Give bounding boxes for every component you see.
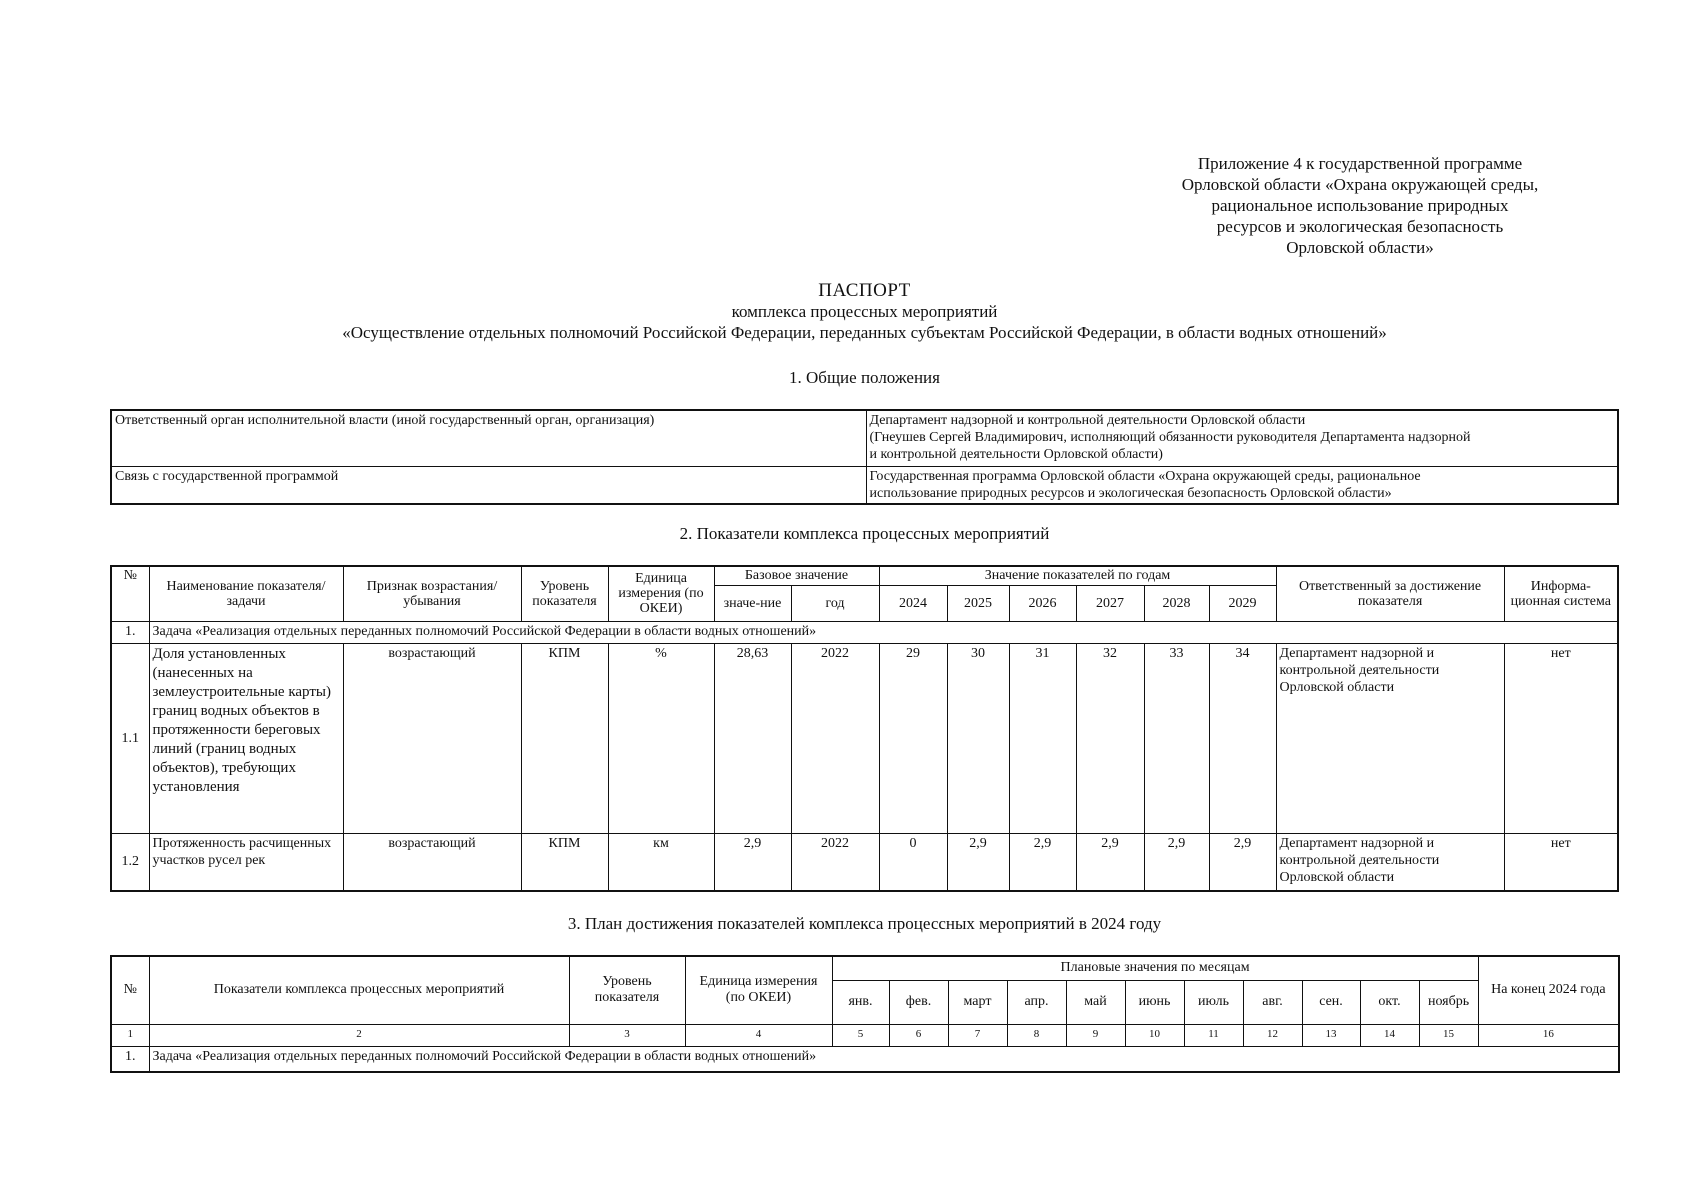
year-value: 2,9 bbox=[947, 833, 1009, 891]
col-num-header: № bbox=[111, 956, 149, 1024]
task-row bbox=[111, 621, 1618, 643]
col-number: 8 bbox=[1007, 1024, 1066, 1046]
appendix-line: Орловской области» bbox=[1286, 238, 1434, 257]
col-number: 1 bbox=[111, 1024, 149, 1046]
col-year-header: 2026 bbox=[1009, 585, 1076, 621]
year-value: 2,9 bbox=[1009, 833, 1076, 891]
col-number: 13 bbox=[1302, 1024, 1360, 1046]
col-number: 4 bbox=[685, 1024, 832, 1046]
col-number: 6 bbox=[889, 1024, 948, 1046]
general-provisions-table bbox=[110, 409, 1619, 505]
title-main: ПАСПОРТ bbox=[818, 280, 911, 301]
indicator-level: КПМ bbox=[521, 643, 608, 833]
table-row bbox=[111, 833, 1618, 891]
header-row bbox=[111, 956, 1619, 980]
col-info-header: Информа-ционная система bbox=[1504, 566, 1618, 621]
value-line: Государственная программа Орловской области «Охрана окружающей среды, рациональное bbox=[869, 468, 1421, 484]
year-value: 33 bbox=[1144, 643, 1209, 833]
col-num-header: № bbox=[111, 566, 149, 621]
col-year-header: 2027 bbox=[1076, 585, 1144, 621]
base-value: 2,9 bbox=[714, 833, 791, 891]
col-month-header: март bbox=[948, 980, 1007, 1024]
col-number: 10 bbox=[1125, 1024, 1184, 1046]
col-month-header: янв. bbox=[832, 980, 889, 1024]
task-row bbox=[111, 1046, 1619, 1072]
plan-table bbox=[110, 955, 1620, 1073]
col-number: 3 bbox=[569, 1024, 685, 1046]
title-program-name: «Осуществление отдельных полномочий Российской Федерации, переданных субъектам Российской Федерации, в области водных отношений» bbox=[342, 323, 1387, 342]
col-month-header: фев. bbox=[889, 980, 948, 1024]
col-year-header: 2025 bbox=[947, 585, 1009, 621]
col-base-value-header: значе-ние bbox=[714, 585, 791, 621]
col-month-header: окт. bbox=[1360, 980, 1419, 1024]
col-month-header: май bbox=[1066, 980, 1125, 1024]
col-number: 9 bbox=[1066, 1024, 1125, 1046]
base-year: 2022 bbox=[791, 643, 879, 833]
year-value: 2,9 bbox=[1209, 833, 1276, 891]
appendix-note bbox=[1150, 153, 1570, 258]
indicator-sign: возрастающий bbox=[343, 643, 521, 833]
title-subtitle: комплекса процессных мероприятий bbox=[731, 302, 998, 321]
col-month-header: сен. bbox=[1302, 980, 1360, 1024]
col-level-header: Уровень показателя bbox=[521, 566, 608, 621]
responsible: Департамент надзорной и контрольной деятельности Орловской области bbox=[1276, 643, 1504, 833]
indicator-name: Протяженность расчищенных участков русел рек bbox=[149, 833, 343, 891]
appendix-line: рациональное использование природных bbox=[1211, 196, 1509, 215]
row-value bbox=[866, 410, 1618, 466]
col-number: 14 bbox=[1360, 1024, 1419, 1046]
year-value: 29 bbox=[879, 643, 947, 833]
value-line: Департамент надзорной и контрольной деятельности Орловской области bbox=[869, 413, 1306, 428]
task-text: Задача «Реализация отдельных переданных полномочий Российской Федерации в области водных отношений» bbox=[149, 1046, 1619, 1072]
col-name-header: Наименование показателя/задачи bbox=[149, 566, 343, 621]
responsible: Департамент надзорной и контрольной деятельности Орловской области bbox=[1276, 833, 1504, 891]
col-sign-header: Признак возрастания/убывания bbox=[343, 566, 521, 621]
info-system: нет bbox=[1504, 833, 1618, 891]
col-month-header: июнь bbox=[1125, 980, 1184, 1024]
col-base-year-header: год bbox=[791, 585, 879, 621]
col-level-header: Уровень показателя bbox=[569, 956, 685, 1024]
section3-heading: 3. План достижения показателей комплекса процессных мероприятий в 2024 году bbox=[567, 914, 1162, 933]
value-line: (Гнеушев Сергей Владимирович, исполняющий обязанности руководителя Департамента надзорной bbox=[869, 430, 1471, 445]
value-line: использование природных ресурсов и экологическая безопасность Орловской области» bbox=[869, 485, 1392, 501]
col-number: 16 bbox=[1478, 1024, 1619, 1046]
base-value: 28,63 bbox=[714, 643, 791, 833]
col-month-header: ноябрь bbox=[1419, 980, 1478, 1024]
row-num: 1.1 bbox=[111, 643, 149, 833]
section1-heading: 1. Общие положения bbox=[789, 368, 940, 387]
section2-heading: 2. Показатели комплекса процессных мероприятий bbox=[679, 524, 1050, 543]
year-value: 30 bbox=[947, 643, 1009, 833]
year-value: 32 bbox=[1076, 643, 1144, 833]
col-number: 12 bbox=[1243, 1024, 1302, 1046]
task-num: 1. bbox=[111, 621, 149, 643]
task-num: 1. bbox=[111, 1046, 149, 1072]
col-monthly-header: Плановые значения по месяцам bbox=[832, 956, 1478, 980]
indicator-name: Доля установленных (нанесенных на землеустроительные карты) границ водных объектов в протяженности береговых линий (границ водных объектов), требующих установления bbox=[149, 643, 343, 833]
year-value: 2,9 bbox=[1144, 833, 1209, 891]
table-row bbox=[111, 410, 1618, 466]
indicators-table bbox=[110, 565, 1619, 892]
table-row bbox=[111, 643, 1618, 833]
col-year-header: 2029 bbox=[1209, 585, 1276, 621]
info-system: нет bbox=[1504, 643, 1618, 833]
header-row bbox=[111, 566, 1618, 585]
col-unit-header: Единица измерения (по ОКЕИ) bbox=[608, 566, 714, 621]
indicator-unit: % bbox=[608, 643, 714, 833]
col-unit-header: Единица измерения (по ОКЕИ) bbox=[685, 956, 832, 1024]
col-number: 11 bbox=[1184, 1024, 1243, 1046]
col-number: 5 bbox=[832, 1024, 889, 1046]
col-month-header: апр. bbox=[1007, 980, 1066, 1024]
col-month-header: авг. bbox=[1243, 980, 1302, 1024]
year-value: 31 bbox=[1009, 643, 1076, 833]
appendix-line: Орловской области «Охрана окружающей среды, bbox=[1181, 175, 1539, 194]
col-name-header: Показатели комплекса процессных мероприятий bbox=[149, 956, 569, 1024]
col-year-header: 2028 bbox=[1144, 585, 1209, 621]
row-label: Связь с государственной программой bbox=[111, 466, 866, 504]
column-numbers-row bbox=[111, 1024, 1619, 1046]
appendix-line: Приложение 4 к государственной программе bbox=[1197, 154, 1523, 173]
row-num: 1.2 bbox=[111, 833, 149, 891]
document-title bbox=[112, 280, 1617, 343]
col-base-header: Базовое значение bbox=[714, 566, 879, 585]
indicator-sign: возрастающий bbox=[343, 833, 521, 891]
table-row bbox=[111, 466, 1618, 504]
col-year-header: 2024 bbox=[879, 585, 947, 621]
col-number: 2 bbox=[149, 1024, 569, 1046]
appendix-line: ресурсов и экологическая безопасность bbox=[1216, 217, 1504, 236]
col-years-header: Значение показателей по годам bbox=[879, 566, 1276, 585]
indicator-level: КПМ bbox=[521, 833, 608, 891]
row-value bbox=[866, 466, 1618, 504]
col-month-header: июль bbox=[1184, 980, 1243, 1024]
col-end-header: На конец 2024 года bbox=[1478, 956, 1619, 1024]
task-text: Задача «Реализация отдельных переданных полномочий Российской Федерации в области водных отношений» bbox=[149, 621, 1618, 643]
year-value: 2,9 bbox=[1076, 833, 1144, 891]
col-responsible-header: Ответственный за достижение показателя bbox=[1276, 566, 1504, 621]
year-value: 0 bbox=[879, 833, 947, 891]
indicator-unit: км bbox=[608, 833, 714, 891]
value-line: и контрольной деятельности Орловской области) bbox=[869, 447, 1163, 462]
col-number: 15 bbox=[1419, 1024, 1478, 1046]
year-value: 34 bbox=[1209, 643, 1276, 833]
col-number: 7 bbox=[948, 1024, 1007, 1046]
row-label: Ответственный орган исполнительной власти (иной государственный орган, организация) bbox=[111, 410, 866, 466]
base-year: 2022 bbox=[791, 833, 879, 891]
